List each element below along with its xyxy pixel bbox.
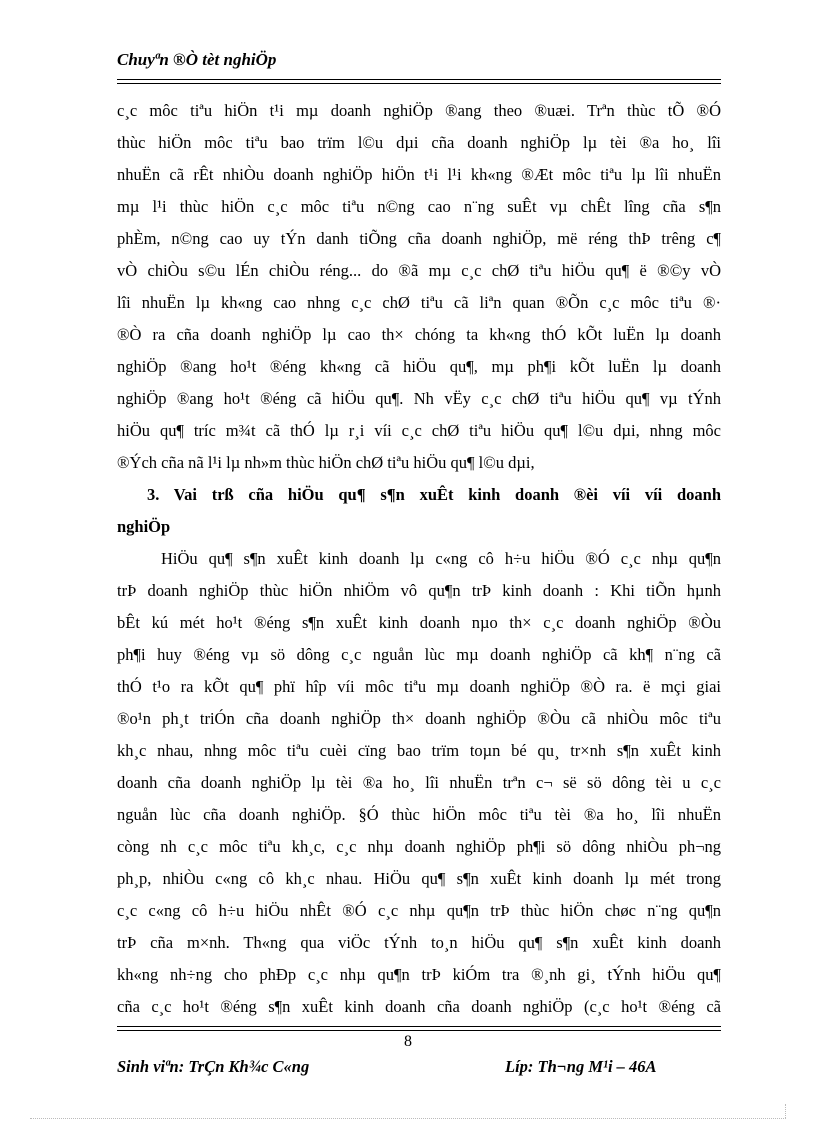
page-header-title: Chuyªn ®Ò tèt nghiÖp <box>117 50 277 69</box>
text-line: c¸c c«ng cô h÷u hiÖu nhÊt ®Ó c¸c nhµ qu¶n trÞ thùc hiÖn chøc n¨ng qu¶n <box>117 901 721 920</box>
text-line: HiÖu qu¶ s¶n xuÊt kinh doanh lµ c«ng cô h÷u hiÖu ®Ó c¸c nhµ qu¶n <box>161 549 721 568</box>
body-text <box>117 95 721 1023</box>
text-line: cña c¸c ho¹t ®éng s¶n xuÊt kinh doanh cña doanh nghiÖp (c¸c ho¹t ®éng cã <box>117 997 721 1016</box>
text-line: kh«ng nh÷ng cho phÐp c¸c nhµ qu¶n trÞ kiÓm tra ®¸nh gi¸ tÝnh hiÖu qu¶ <box>117 965 721 984</box>
text-line: trÞ cña m×nh. Th«ng qua viÖc tÝnh to¸n hiÖu qu¶ s¶n xuÊt kinh doanh <box>117 933 721 952</box>
text-line: kh¸c nhau, nhng môc tiªu cuèi cïng bao trïm toµn bé qu¸ tr×nh s¶n xuÊt kinh <box>117 741 721 760</box>
footer-student-name: Sinh viªn: TrÇn Kh¾c C«ng <box>117 1057 310 1076</box>
text-line: vÒ chiÒu s©u lÉn chiÒu réng... do ®ã mµ c¸c chØ tiªu hiÖu qu¶ ë ®©y vÒ <box>117 261 721 280</box>
footer-class: Líp: Th¬ng M¹i – 46A <box>505 1057 657 1076</box>
page-edge-corner <box>785 1104 786 1118</box>
text-line: nghiÖp ®ang ho¹t ®éng kh«ng cã hiÖu qu¶, mµ ph¶i kÕt luËn lµ doanh <box>117 357 721 376</box>
text-line: còng nh c¸c môc tiªu kh¸c, c¸c nhµ doanh nghiÖp ph¶i sö dông nhiÒu ph¬ng <box>117 837 721 856</box>
page-edge-bottom <box>30 1118 786 1119</box>
text-line: nghiÖp ®ang ho¹t ®éng cã hiÖu qu¶. Nh vËy c¸c chØ tiªu hiÖu qu¶ vµ tÝnh <box>117 389 721 408</box>
text-line: bÊt kú mét ho¹t ®éng s¶n xuÊt kinh doanh nµo th× c¸c doanh nghiÖp ®Òu <box>117 613 721 632</box>
text-line: ®o¹n ph¸t triÓn cña doanh nghiÖp th× doanh nghiÖp ®Òu cã nhiÒu môc tiªu <box>117 709 721 728</box>
footer-rule-bottom <box>117 1030 721 1031</box>
text-line: doanh cña doanh nghiÖp lµ tèi ®a ho¸ lîi nhuËn trªn c¬ së sö dông tèi u c¸c <box>117 773 721 792</box>
text-line: ®Ò ra cña doanh nghiÖp lµ cao th× chóng ta kh«ng thÓ kÕt luËn lµ doanh <box>117 325 721 344</box>
section-heading-continued: nghiÖp <box>117 517 171 536</box>
section-heading: 3. Vai trß cña hiÖu qu¶ s¶n xuÊt kinh doanh ®èi víi víi doanh <box>147 485 721 504</box>
text-line: lîi nhuËn lµ kh«ng cao nhng c¸c chØ tiªu cã liªn quan ®Õn c¸c môc tiªu ®· <box>117 293 721 312</box>
text-line: ph¶i huy ®éng vµ sö dông c¸c nguån lùc mµ doanh nghiÖp cã kh¶ n¨ng cã <box>117 645 721 664</box>
text-line: nguån lùc cña doanh nghiÖp. §Ó thùc hiÖn môc tiªu tèi ®a ho¸ lîi nhuËn <box>117 805 721 824</box>
text-line: nhuËn cã rÊt nhiÒu doanh nghiÖp hiÖn t¹i l¹i kh«ng ®Æt môc tiªu lµ lîi nhuËn <box>117 165 721 184</box>
text-line: hiÖu qu¶ tríc m¾t cã thÓ lµ r¸i víi c¸c chØ tiªu hiÖu qu¶ l©u dµi, nhng môc <box>117 421 721 440</box>
text-line: thùc hiÖn môc tiªu bao trïm l©u dµi cña doanh nghiÖp lµ tèi ®a ho¸ lîi <box>117 133 721 152</box>
page-number: 8 <box>404 1033 412 1050</box>
text-line: mµ l¹i thùc hiÖn c¸c môc tiªu n©ng cao n¨ng suÊt vµ chÊt lîng cña s¶n <box>117 197 721 216</box>
text-line: ®Ých cña nã l¹i lµ nh»m thùc hiÖn chØ tiªu hiÖu qu¶ l©u dµi, <box>117 453 535 472</box>
text-line: trÞ doanh nghiÖp thùc hiÖn nhiÖm vô qu¶n trÞ kinh doanh : Khi tiÕn hµnh <box>117 581 721 600</box>
header-rule-bottom <box>117 83 721 84</box>
footer-rule-top <box>117 1026 721 1027</box>
text-line: thÓ t¹o ra kÕt qu¶ phï hîp víi môc tiªu mµ doanh nghiÖp ®Ò ra. ë mçi giai <box>117 677 721 696</box>
text-line: ph¸p, nhiÒu c«ng cô kh¸c nhau. HiÖu qu¶ s¶n xuÊt kinh doanh lµ mét trong <box>117 869 721 888</box>
text-line: c¸c môc tiªu hiÖn t¹i mµ doanh nghiÖp ®ang theo ®uæi. Trªn thùc tÕ ®Ó <box>117 101 721 120</box>
text-line: phÈm, n©ng cao uy tÝn danh tiÕng cña doanh nghiÖp, më réng thÞ trêng c¶ <box>117 229 721 248</box>
header-rule-top <box>117 79 721 80</box>
